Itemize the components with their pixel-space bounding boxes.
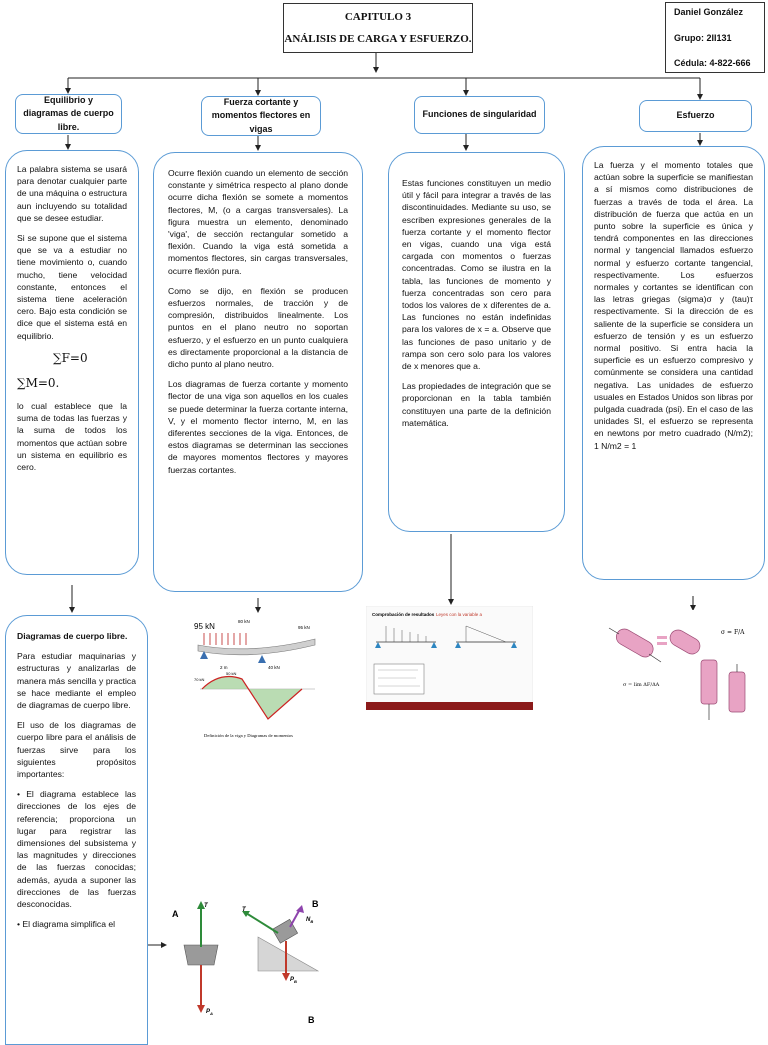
beam-load-mid: 80 kN bbox=[238, 619, 250, 624]
beam-caption: Definición de la viga y Diagramas de momentos bbox=[204, 733, 293, 738]
singularidad-text-1: Estas funciones constituyen un medio útil y fácil para integrar a través de las discontinuidades. Mediante su uso, se escriben expresiones generales de la fuerza cortante y el momento flector en vigas, cuando una viga está cargada con momentos o fuerzas concentradas. Como se ilustra en la tabla, las funciones de momento y fuerza concentradas son cero para todos los valores de x diferentes de a. Las funciones no están indefinidas para los valores de x = a. Observe que las funciones de paso unitario y de rampa son cero solo para los valores de x menores que a. bbox=[402, 178, 551, 372]
equation-sum-forces: ∑F=0 bbox=[53, 350, 88, 365]
chapter-title: ANÁLISIS DE CARGA Y ESFUERZO. bbox=[284, 33, 472, 45]
author-box bbox=[665, 2, 765, 73]
fbd-weight-a: $P_A$ bbox=[206, 1009, 213, 1016]
singularity-table-figure bbox=[366, 606, 533, 710]
panel-diagramas-cuerpo-libre bbox=[5, 615, 148, 1045]
fbd-tension-b: T bbox=[242, 907, 246, 913]
fbd-normal-b: $N_B$ bbox=[306, 917, 314, 924]
beam-moment-top: 50 kN bbox=[226, 671, 237, 676]
diagramas-bullet-1: • El diagrama establece las direcciones de los ejes de referencia; proporciona un lugar para registrar las dimensiones del subsistema y las magnitudes y direcciones de las fuerzas conocidas; además, ayuda a suponer las direcciones de las fuerzas desconocidas. bbox=[17, 789, 136, 910]
fbd-label-a: A bbox=[172, 909, 179, 919]
panel-esfuerzo bbox=[582, 146, 765, 580]
stress-eq-average: σ = F/A bbox=[721, 629, 745, 636]
panel-equilibrio bbox=[5, 150, 139, 575]
beam-dim-left: 2 m bbox=[220, 665, 228, 670]
author-name: Daniel González bbox=[674, 7, 744, 17]
fbd-label-b-bottom: B bbox=[308, 1015, 315, 1024]
beam-load-right: 95 kN bbox=[298, 625, 310, 630]
author-group: Grupo: 2II131 bbox=[674, 32, 732, 43]
chapter-title-box bbox=[283, 3, 473, 53]
singularidad-text-2: Las propiedades de integración que se proporcionan en la tabla también constituyen una parte de la definición matemática. bbox=[402, 381, 551, 428]
singularity-title: Comprobación de resultados bbox=[372, 612, 435, 617]
branch-singularidad: Funciones de singularidad bbox=[414, 96, 545, 134]
equilibrio-text-2: Si se supone que el sistema que se va a estudiar no tiene movimiento o, cuando mucho, tiene velocidad constante, entonces el sistema tiene aceleración cero. Bajo esta condición se dice que el sistema está en equilibrio. bbox=[17, 233, 127, 341]
panel-singularidad bbox=[388, 152, 565, 532]
diagramas-bullet-2: • El diagrama simplifica el bbox=[17, 919, 116, 930]
author-id: Cédula: 4-822-666 bbox=[674, 58, 751, 68]
fbd-weight-b: $P_B$ bbox=[290, 977, 297, 984]
fbd-label-b-top: B bbox=[312, 899, 319, 909]
singularity-subtitle: Leyes con la variable a bbox=[436, 612, 483, 617]
branch-fuerza-cortante: Fuerza cortante y momentos flectores en vigas bbox=[201, 96, 321, 136]
branch-esfuerzo: Esfuerzo bbox=[639, 100, 752, 132]
diagramas-text-1: Para estudiar maquinarias y estructuras y analizarlas de manera más sencilla y practica se hace mediante el empleo de diagramas de cuerpo libre. bbox=[17, 651, 136, 711]
beam-dim-right: 40 kN bbox=[268, 665, 280, 670]
equilibrio-text-1: La palabra sistema se usará para denotar cualquier parte de una máquina o estructura aun incluyendo su totalidad que se desee estudiar. bbox=[17, 164, 127, 223]
fuerza-text-3: Los diagramas de fuerza cortante y momento flector de una viga son aquellos en los cuales se puede determinar la fuerza cortante interna, V, y el momento flector interno, M, en las diferentes secciones de la viga. Entonces, de estos diagramas se determinan las secciones de mayores momentos flectores y mayores fuerzas cortantes. bbox=[168, 379, 348, 475]
panel-fuerza-cortante bbox=[153, 152, 363, 592]
diagramas-title: Diagramas de cuerpo libre. bbox=[17, 631, 128, 641]
beam-moment-left: 70 kN bbox=[194, 677, 205, 682]
stress-elements-figure bbox=[605, 610, 758, 734]
chapter-label: CAPITULO 3 bbox=[344, 11, 412, 23]
fuerza-text-2: Como se dijo, en flexión se producen esfuerzos normales, de tracción y de compresión, distribuidos linealmente. Los puntos en el plano neutro no soportan esfuerzo, y el esfuerzo en un punto cualquiera es directamente proporcional a la distancia de dicho punto al plano neutro. bbox=[168, 285, 348, 370]
branch-equilibrio: Equilibrio y diagramas de cuerpo libre. bbox=[15, 94, 122, 134]
diagramas-text-2: El uso de los diagramas de cuerpo libre para el análisis de fuerzas sirve para los siguientes propósitos importantes: bbox=[17, 720, 136, 780]
free-body-diagram-figure bbox=[168, 895, 328, 1024]
beam-load-left: 95 kN bbox=[194, 622, 215, 631]
equation-sum-moments: ∑M=0. bbox=[17, 375, 60, 390]
stress-eq-limit: σ = lim ΔF/ΔA bbox=[623, 682, 660, 688]
fuerza-text-1: Ocurre flexión cuando un elemento de sección constante y simétrica respecto al plano donde ocurre dicha flexión se somete a momentos flectores, M, (o a cargas transversales). La figura muestra un elemento, denominado 'viga', de sección rectangular sometido a flexión. Cuando la viga está sometida a momentos flectores, sin cargas transversales, ocurre flexión pura. bbox=[168, 168, 348, 276]
beam-moment-figure bbox=[190, 615, 323, 741]
esfuerzo-text-1: La fuerza y el momento totales que actúan sobre la superficie se manifiestan a sí mismos como distribuciones de fuerzas a través de toda el área. La distribución de fuerza que actúa en un punto sobre la superficie es única y tendrá componentes en las direcciones normal y tangencial llamados esfuerzo normal y esfuerzo cortante tangencial, respectivamente. Los esfuerzos normales y cortantes se identifican con las letras griegas (sigma)σ y (tau)τ respectivamente. Si la dirección de es saliente de la superficie se considera un esfuerzo de tensión y es un esfuerzo normal positivo. Si entra hacia la superficie es un esfuerzo compresivo y comúnmente se considera una cantidad negativa. Las unidades de esfuerzo usuales en Estados Unidos son libras por pulgada cuadrada (psi). En el caso de las unidades SI, el esfuerzo se representa en newtons por metro cuadrado (N/m2); 1 N/m2 = 1 bbox=[594, 160, 753, 451]
equilibrio-text-3: lo cual establece que la suma de todas las fuerzas y la suma de todos los momentos que actúan sobre un sistema en equilibrio es cero. bbox=[17, 400, 127, 472]
fbd-tension-a: T bbox=[204, 903, 208, 909]
